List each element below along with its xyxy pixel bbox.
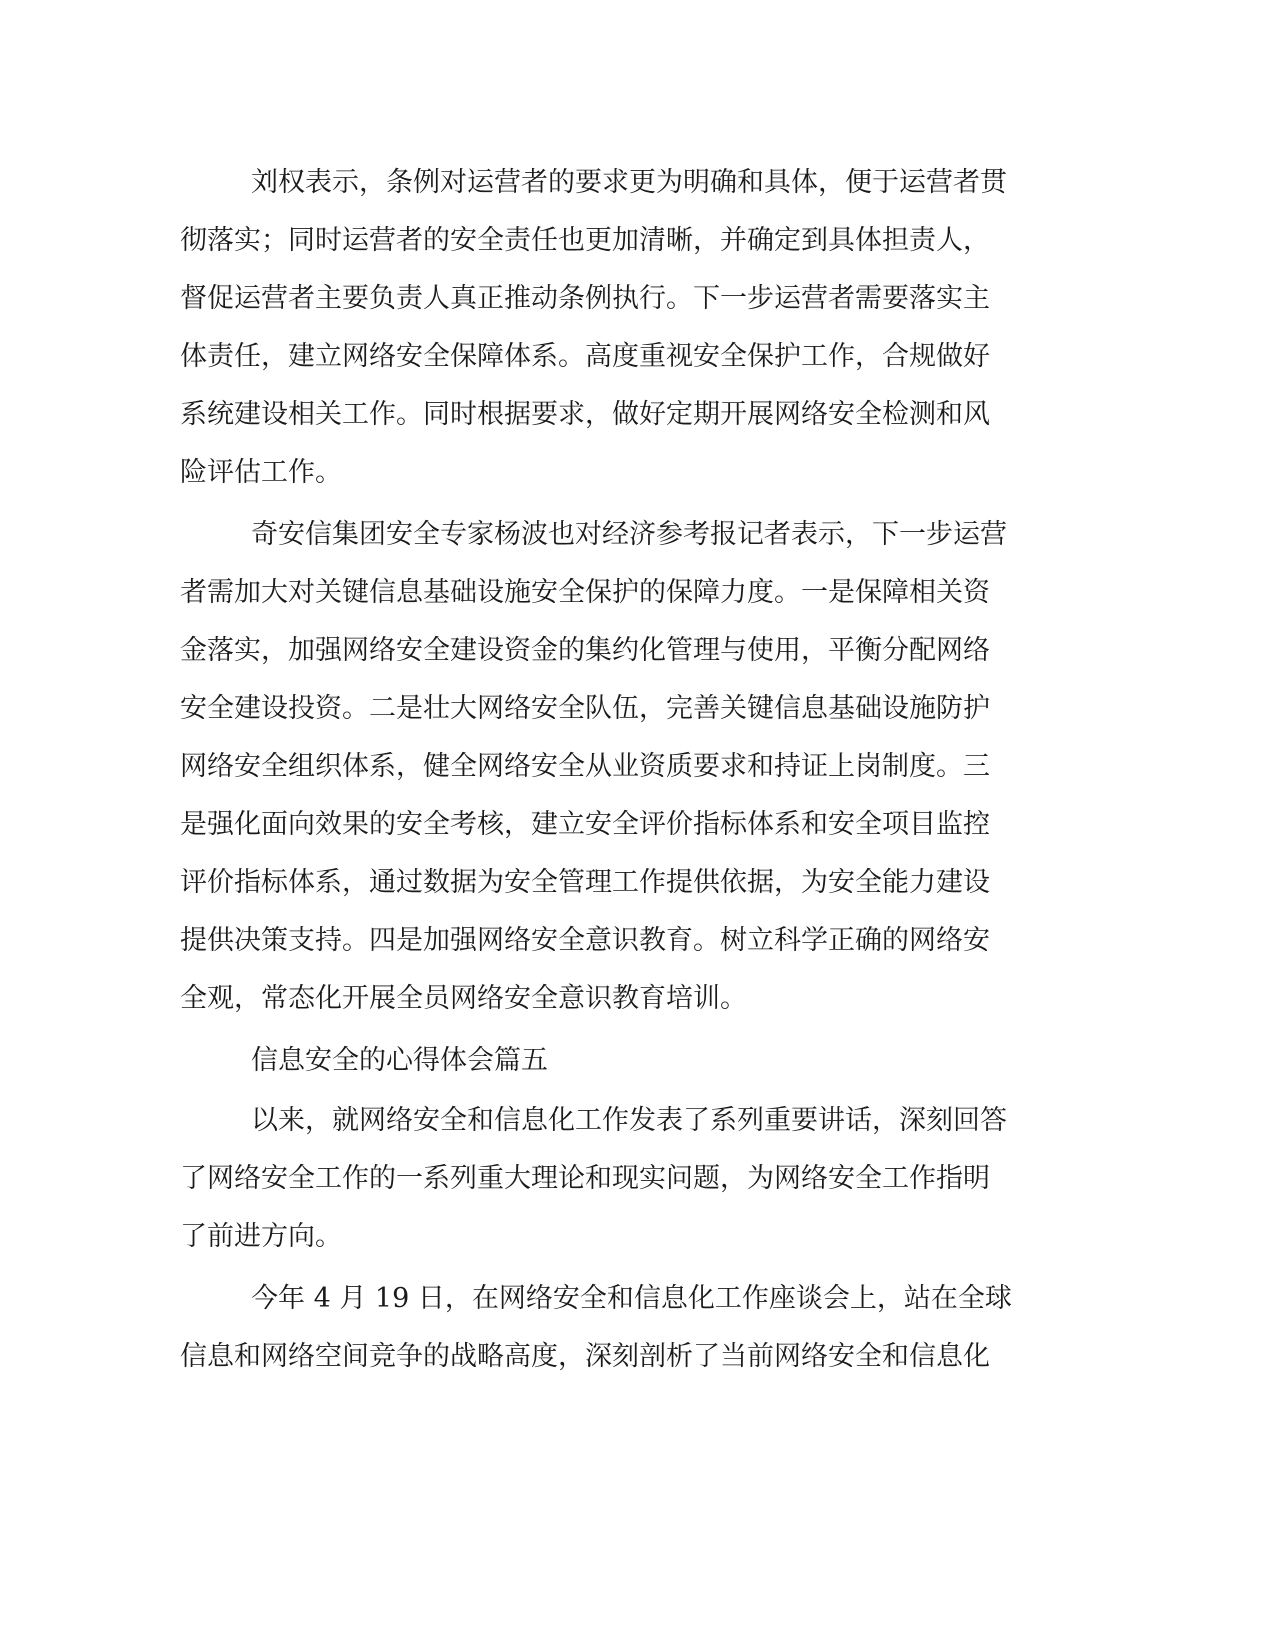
text-line: 安全建设投资。二是壮大网络安全队伍，完善关键信息基础设施防护 xyxy=(180,693,990,724)
text-line: 奇安信集团安全专家杨波也对经济参考报记者表示，下一步运营 xyxy=(251,519,1007,550)
text-line: 网络安全组织体系，健全网络安全从业资质要求和持证上岗制度。三 xyxy=(180,751,990,782)
text-line: 险评估工作。 xyxy=(180,457,342,488)
text-line: 督促运营者主要负责人真正推动条例执行。下一步运营者需要落实主 xyxy=(180,283,990,314)
text-line: 全观，常态化开展全员网络安全意识教育培训。 xyxy=(180,983,747,1014)
text-line: 以来，就网络安全和信息化工作发表了系列重要讲话，深刻回答 xyxy=(251,1105,1007,1136)
text-line: 刘权表示，条例对运营者的要求更为明确和具体，便于运营者贯 xyxy=(251,167,1007,198)
text-line: 金落实，加强网络安全建设资金的集约化管理与使用，平衡分配网络 xyxy=(180,635,990,666)
text-line: 者需加大对关键信息基础设施安全保护的保障力度。一是保障相关资 xyxy=(180,577,990,608)
section-heading: 信息安全的心得体会篇五 xyxy=(251,1045,548,1076)
text-line: 提供决策支持。四是加强网络安全意识教育。树立科学正确的网络安 xyxy=(180,925,990,956)
text-line: 评价指标体系，通过数据为安全管理工作提供依据，为安全能力建设 xyxy=(180,867,990,898)
text-line: 是强化面向效果的安全考核，建立安全评价指标体系和安全项目监控 xyxy=(180,809,990,840)
text-line: 彻落实；同时运营者的安全责任也更加清晰，并确定到具体担责人， xyxy=(180,225,990,256)
text-line: 信息和网络空间竞争的战略高度，深刻剖析了当前网络安全和信息化 xyxy=(180,1341,990,1372)
text-line: 系统建设相关工作。同时根据要求，做好定期开展网络安全检测和风 xyxy=(180,399,990,430)
text-line: 今年 4 月 19 日，在网络安全和信息化工作座谈会上，站在全球 xyxy=(251,1283,1012,1314)
text-line: 体责任，建立网络安全保障体系。高度重视安全保护工作，合规做好 xyxy=(180,341,990,372)
text-line: 了网络安全工作的一系列重大理论和现实问题，为网络安全工作指明 xyxy=(180,1163,990,1194)
text-line: 了前进方向。 xyxy=(180,1221,342,1252)
